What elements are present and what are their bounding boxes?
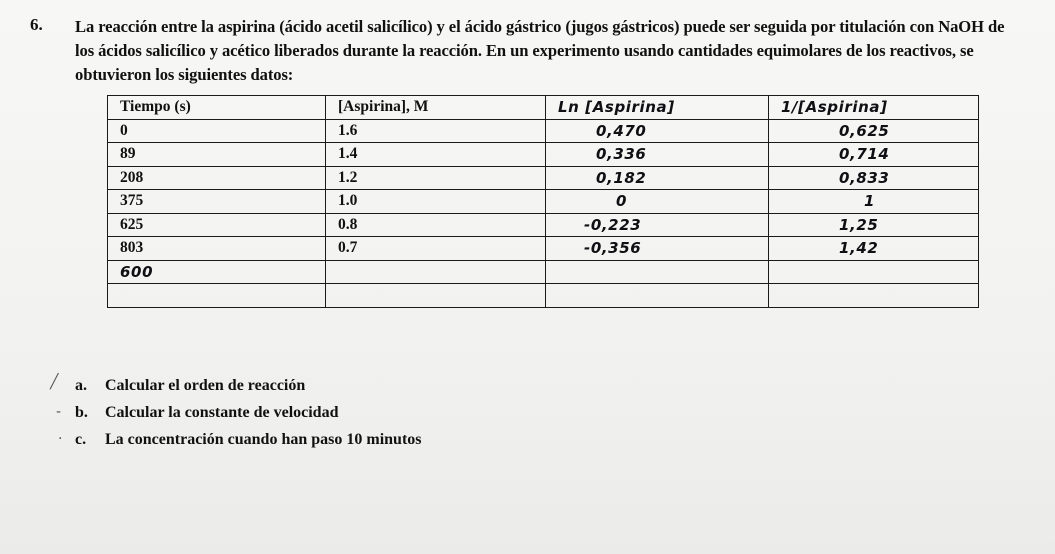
header-ln-aspirin: Ln [Aspirina]: [546, 96, 769, 120]
data-table: [107, 95, 979, 308]
table-header-row: [108, 96, 979, 120]
cell-inverse-value: [769, 284, 979, 308]
question-letter: a.: [75, 377, 87, 394]
cell-ln-value: -0,223: [546, 213, 769, 237]
cell-ln-value: 0,470: [546, 119, 769, 143]
cell-time: 375: [108, 190, 326, 214]
cell-time: [108, 284, 326, 308]
cell-concentration: [326, 284, 546, 308]
question-letter: c.: [75, 431, 87, 448]
table-row: [108, 190, 979, 214]
cell-ln-value: -0,356: [546, 237, 769, 261]
table-row: [108, 260, 979, 284]
table-row: [108, 119, 979, 143]
cell-concentration: 1.2: [326, 166, 546, 190]
cell-time: 625: [108, 213, 326, 237]
question-text: Calcular el orden de reacción: [105, 377, 306, 394]
table-row: [108, 284, 979, 308]
cell-inverse-value: 1,42: [769, 237, 979, 261]
data-table-container: [107, 95, 979, 308]
table-row: [108, 213, 979, 237]
cell-ln-value: [546, 284, 769, 308]
cell-concentration: 1.6: [326, 119, 546, 143]
cell-ln-value: 0,182: [546, 166, 769, 190]
table-row: [108, 143, 979, 167]
table-row: [108, 237, 979, 261]
question-letter: b.: [75, 404, 88, 421]
cell-inverse-value: [769, 260, 979, 284]
question-text: La concentración cuando han paso 10 minutos: [105, 431, 422, 448]
cell-concentration: 0.8: [326, 213, 546, 237]
cell-time: 803: [108, 237, 326, 261]
header-inverse-aspirin: 1/[Aspirina]: [769, 96, 979, 120]
cell-inverse-value: 1,25: [769, 213, 979, 237]
dot-mark-icon: ·: [58, 431, 63, 447]
problem-statement: La reacción entre la aspirina (ácido acetil salicílico) y el ácido gástrico (jugos gástricos) puede ser seguida por titulación con NaOH de los ácidos salicílico y acético liberados durante la reacción. En un experimento usando cantidades equimolares de los reactivos, se obtuvieron los siguientes datos:: [75, 17, 1005, 84]
cell-ln-value: 0,336: [546, 143, 769, 167]
cell-concentration: 1.4: [326, 143, 546, 167]
cell-concentration: [326, 260, 546, 284]
cell-ln-value: [546, 260, 769, 284]
cell-ln-value: 0: [546, 190, 769, 214]
header-aspirin-concentration: [Aspirina], M: [326, 96, 546, 120]
cell-concentration: 1.0: [326, 190, 546, 214]
cell-time: 89: [108, 143, 326, 167]
header-time: Tiempo (s): [108, 96, 326, 120]
cell-inverse-value: 0,625: [769, 119, 979, 143]
cell-inverse-value: 0,833: [769, 166, 979, 190]
cell-time: 0: [108, 119, 326, 143]
checkmark-stroke-icon: ╱: [50, 374, 59, 390]
cell-time: 208: [108, 166, 326, 190]
table-row: [108, 166, 979, 190]
cell-time-handwritten: 600: [108, 260, 326, 284]
cell-concentration: 0.7: [326, 237, 546, 261]
dash-mark-icon: -: [56, 404, 62, 420]
problem-number: 6.: [30, 15, 43, 34]
cell-inverse-value: 0,714: [769, 143, 979, 167]
cell-inverse-value: 1: [769, 190, 979, 214]
question-text: Calcular la constante de velocidad: [105, 404, 339, 421]
